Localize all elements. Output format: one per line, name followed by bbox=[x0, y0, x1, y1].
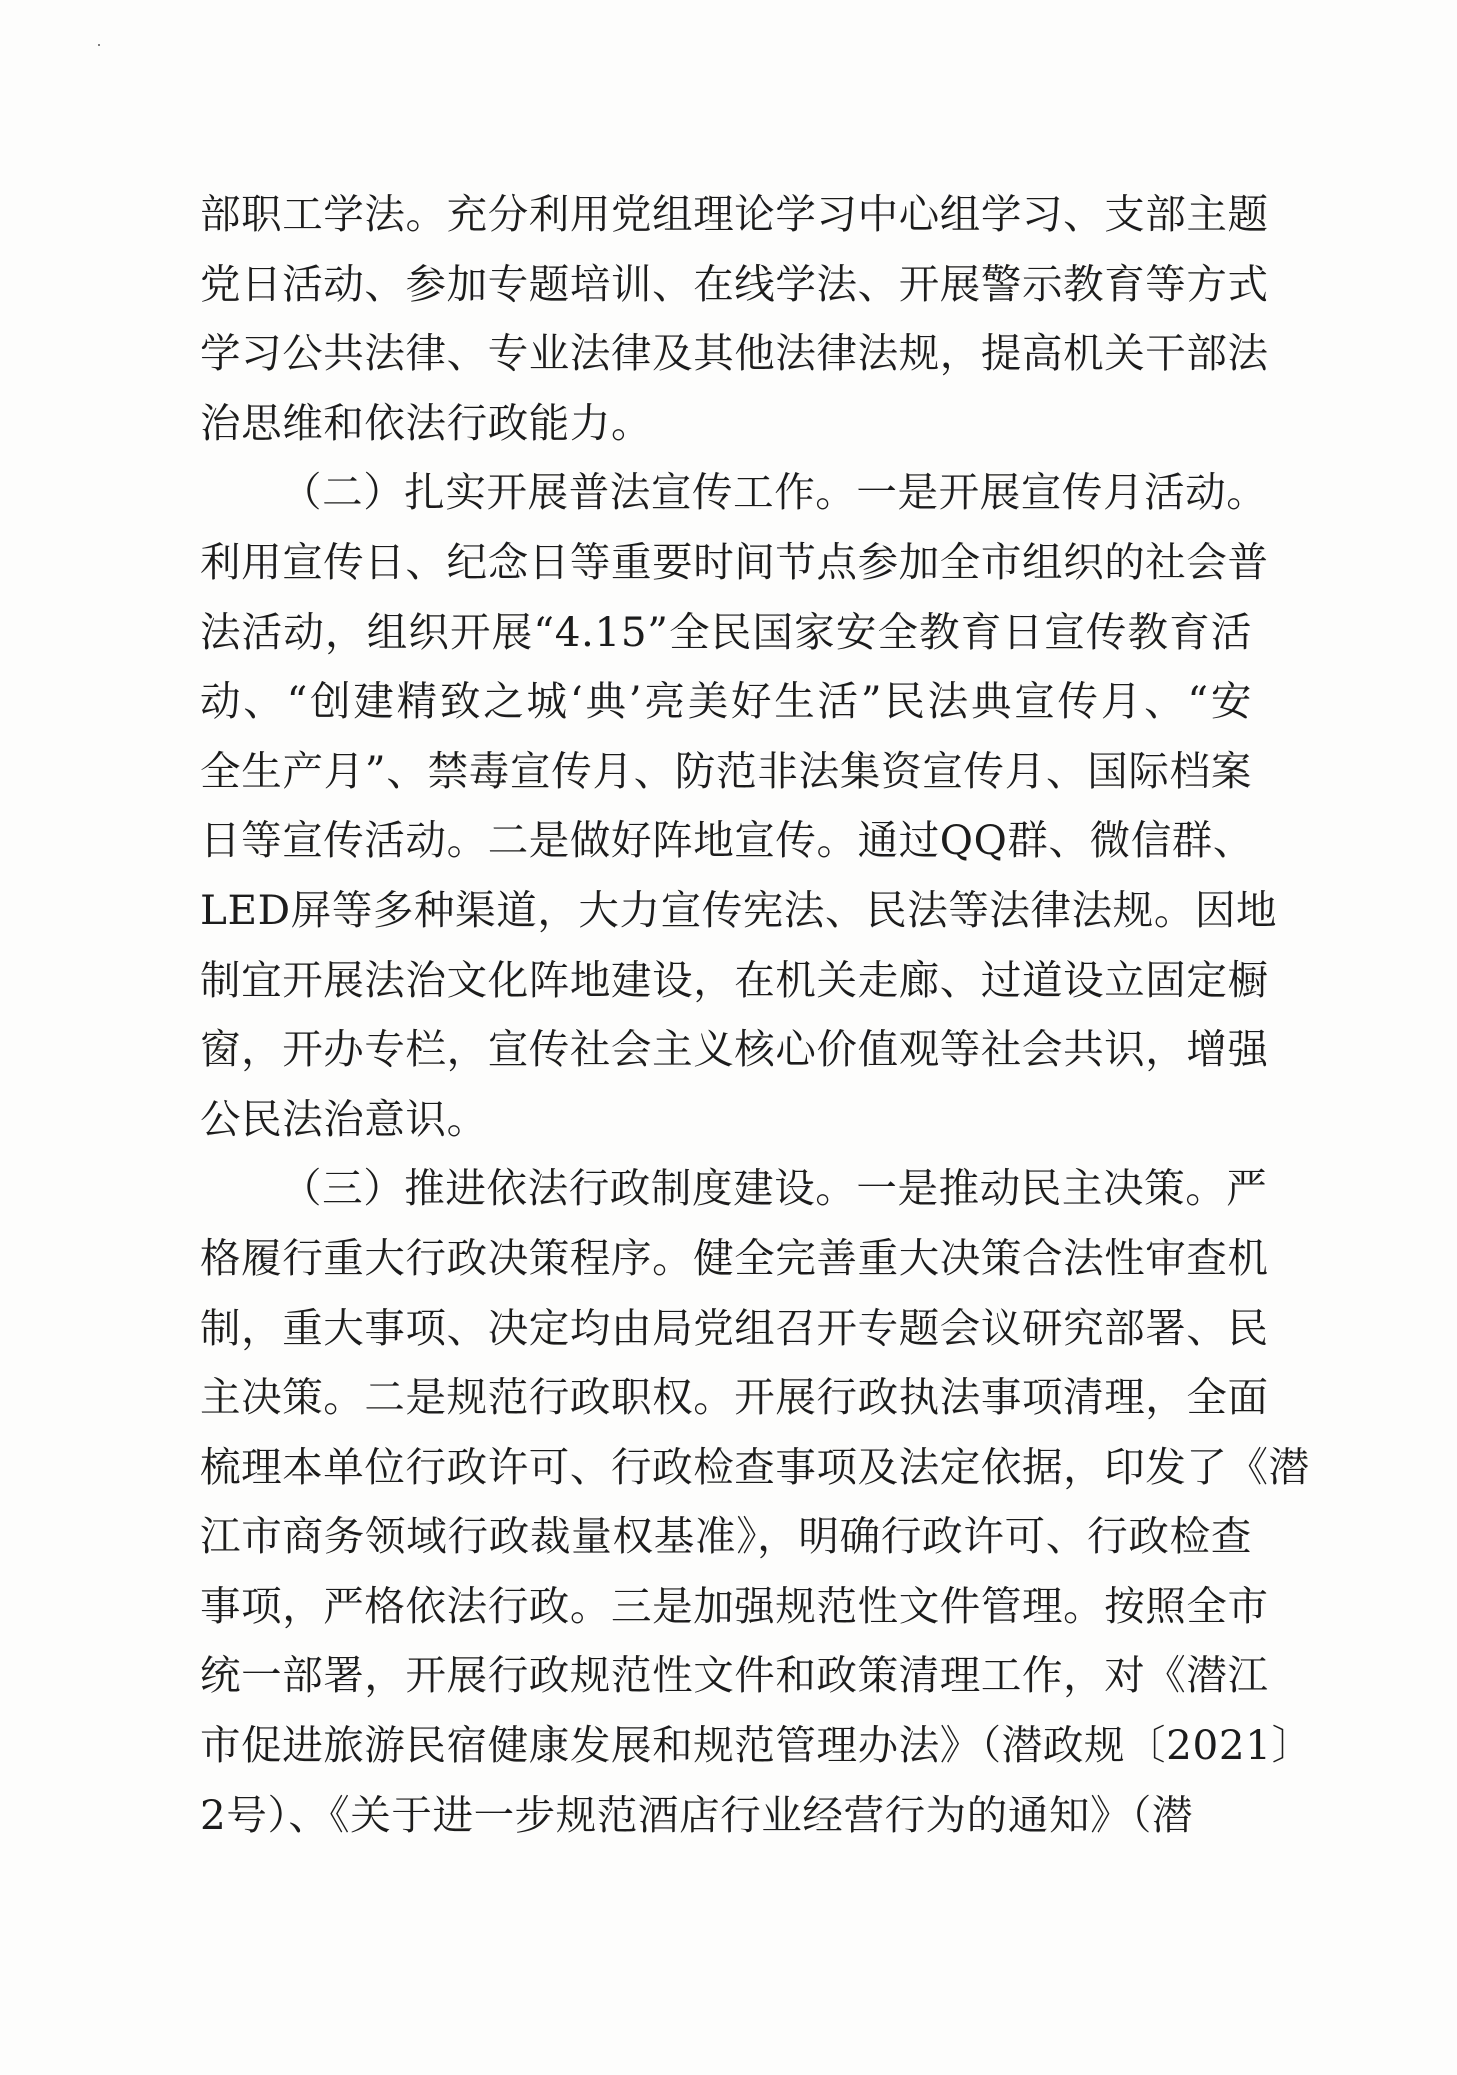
text-line: 利用宣传日、纪念日等重要时间节点参加全市组织的社会普 bbox=[200, 537, 1269, 586]
section-heading-line: （二）扎实开展普法宣传工作。一是开展宣传月活动。 bbox=[281, 468, 1268, 517]
text-line: 制宜开展法治文化阵地建设，在机关走廊、过道设立固定橱 bbox=[200, 955, 1269, 1004]
text-line: 学习公共法律、专业法律及其他法律法规，提高机关干部法 bbox=[200, 329, 1269, 378]
section-heading-line: （三）推进依法行政制度建设。一是推动民主决策。严 bbox=[281, 1164, 1268, 1213]
text-line: 事项，严格依法行政。三是加强规范性文件管理。按照全市 bbox=[200, 1581, 1269, 1630]
text-line: 市促进旅游民宿健康发展和规范管理办法》（潜政规〔2021〕 bbox=[200, 1721, 1313, 1770]
text-line: 治思维和依法行政能力。 bbox=[200, 398, 653, 447]
text-line: 部职工学法。充分利用党组理论学习中心组学习、支部主题 bbox=[200, 190, 1269, 238]
scan-speck bbox=[98, 44, 100, 46]
text-line: 公民法治意识。 bbox=[200, 1094, 488, 1143]
text-line: 法活动，组织开展“4.15”全民国家安全教育日宣传教育活 bbox=[200, 607, 1252, 656]
text-line: 制，重大事项、决定均由局党组召开专题会议研究部署、民 bbox=[200, 1303, 1269, 1352]
text-line: 2号）、《关于进一步规范酒店行业经营行为的通知》（潜 bbox=[200, 1790, 1194, 1839]
text-line: 窗，开办专栏，宣传社会主义核心价值观等社会共识，增强 bbox=[200, 1025, 1269, 1074]
text-line: 主决策。二是规范行政职权。开展行政执法事项清理，全面 bbox=[200, 1373, 1269, 1422]
text-line: 江市商务领域行政裁量权基准》，明确行政许可、行政检查 bbox=[200, 1512, 1252, 1561]
text-line: 日等宣传活动。二是做好阵地宣传。通过QQ群、微信群、 bbox=[200, 816, 1255, 865]
text-line: 梳理本单位行政许可、行政检查事项及法定依据，印发了《潜 bbox=[200, 1442, 1310, 1491]
text-line: 格履行重大行政决策程序。健全完善重大决策合法性审查机 bbox=[200, 1233, 1269, 1282]
text-line: 全生产月”、禁毒宣传月、防范非法集资宣传月、国际档案 bbox=[200, 746, 1252, 795]
text-line: 统一部署，开展行政规范性文件和政策清理工作，对《潜江 bbox=[200, 1651, 1269, 1700]
body-text bbox=[200, 180, 1313, 1850]
text-line: LED屏等多种渠道，大力宣传宪法、民法等法律法规。因地 bbox=[200, 885, 1278, 934]
text-line: 动、“创建精致之城‘典’亮美好生活”民法典宣传月、“安 bbox=[200, 677, 1252, 726]
text-line: 党日活动、参加专题培训、在线学法、开展警示教育等方式 bbox=[200, 259, 1269, 308]
